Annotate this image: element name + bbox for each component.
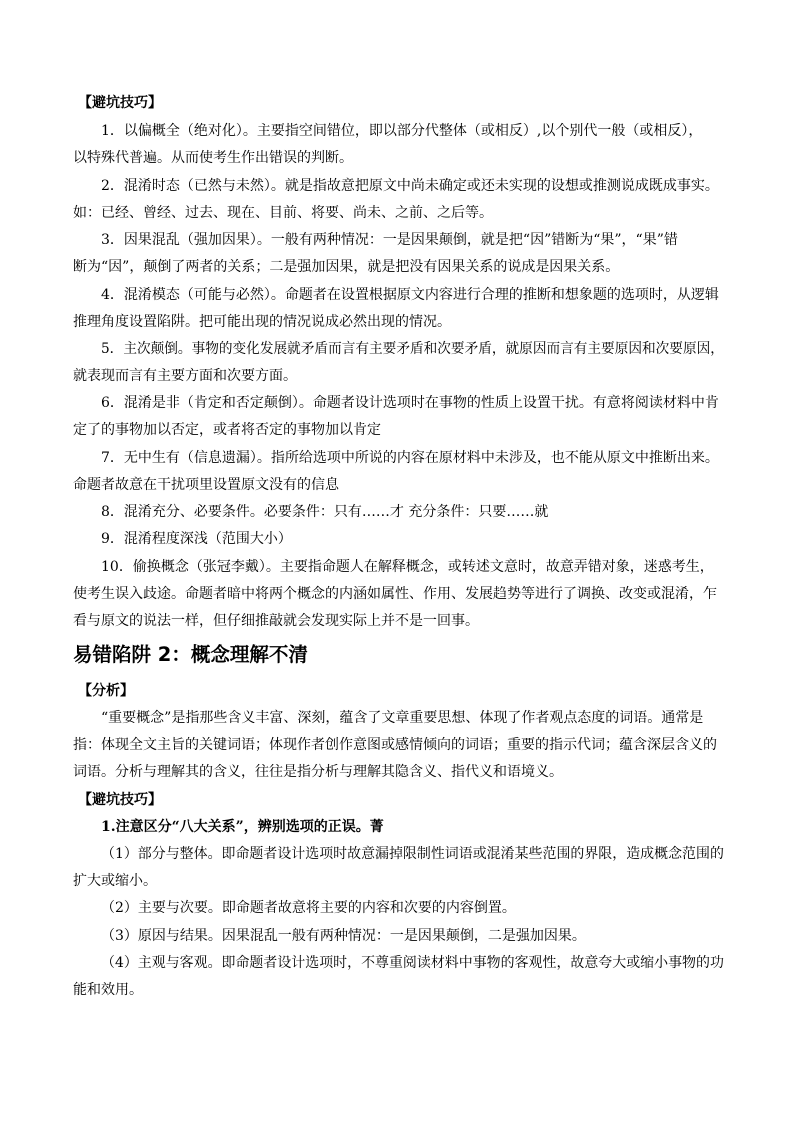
list-item-line: 看与原文的说法一样，但仔细推敲就会发现实际上并不是一回事。 [73,613,479,629]
list-item-line: 扩大或缩小。 [73,873,157,889]
section-label: 【避坑技巧】 [78,792,162,808]
list-item-line: 2．混淆时态（已然与未然）。就是指故意把原文中尚未确定或还未实现的设想或推测说成既成事实。 [101,178,719,194]
list-item-line: 就表现而言有主要方面和次要方面。 [73,368,297,384]
section-heading: 易错陷阱 2：概念理解不清 [73,643,308,666]
list-item-line: （1）部分与整体。即命题者设计选项时故意漏掉限制性词语或混淆某些范围的界限，造成概念范围的 [101,846,724,862]
list-item-line: 断为“因”，颠倒了两者的关系；二是强加因果，就是把没有因果关系的说成是因果关系。 [73,259,620,275]
list-item-line: 定了的事物加以否定，或者将否定的事物加以肯定 [73,422,381,438]
list-item-line: 以特殊代普遍。从而使考生作出错误的判断。 [73,150,353,166]
list-item-line: 如：已经、曾经、过去、现在、目前、将要、尚未、之前、之后等。 [73,205,493,221]
sub-heading: 1.注意区分“八大关系”，辨别选项的正误。菁 [101,819,384,835]
list-item-line: 4．混淆模态（可能与必然）。命题者在设置根据原文内容进行合理的推断和想象题的选项时，从逻辑 [101,287,719,303]
list-item-line: 3．因果混乱（强加因果）。一般有两种情况：一是因果颠倒，就是把“因”错断为“果”，“果”错 [101,232,678,248]
list-item-line: 8．混淆充分、必要条件。必要条件：只有……才 充分条件：只要……就 [101,504,549,520]
paragraph-line: 词语。分析与理解其的含义，往往是指分析与理解其隐含义、指代义和语境义。 [73,764,563,780]
list-item-line: 能和效用。 [73,982,143,998]
list-item-line: 使考生误入歧途。命题者暗中将两个概念的内涵如属性、作用、发展趋势等进行了调换、改变或混淆，乍 [73,586,717,602]
list-item-line: 5．主次颠倒。事物的变化发展就矛盾而言有主要矛盾和次要矛盾，就原因而言有主要原因和次要原因， [101,341,724,357]
list-item-line: 10．偷换概念（张冠李戴）。主要指命题人在解释概念，或转述文意时，故意弄错对象，迷惑考生， [101,559,714,575]
analysis-label: 【分析】 [78,683,134,699]
list-item-line: 1．以偏概全（绝对化）。主要指空间错位，即以部分代整体（或相反）,以个别代一般（或相反）， [101,123,703,139]
list-item-line: 推理角度设置陷阱。把可能出现的情况说成必然出现的情况。 [73,314,451,330]
list-item-line: （2）主要与次要。即命题者故意将主要的内容和次要的内容倒置。 [101,900,516,916]
list-item-line: （4）主观与客观。即命题者设计选项时，不尊重阅读材料中事物的客观性，故意夸大或缩小事物的功 [101,955,724,971]
list-item-line: 6．混淆是非（肯定和否定颠倒）。命题者设计选项时在事物的性质上设置干扰。有意将阅读材料中肯 [101,395,719,411]
list-item-line: 9．混淆程度深浅（范围大小） [101,531,292,547]
list-item-line: （3）原因与结果。因果混乱一般有两种情况：一是因果颠倒，二是强加因果。 [101,928,586,944]
section-label: 【避坑技巧】 [78,95,162,111]
paragraph-line: 指：体现全文主旨的关键词语；体现作者创作意图或感情倾向的词语；重要的指示代词；蕴含深层含义的 [73,737,717,753]
list-item-line: 命题者故意在干扰项里设置原文没有的信息 [73,477,339,493]
paragraph-line: “重要概念”是指那些含义丰富、深刻，蕴含了文章重要思想、体现了作者观点态度的词语。通常是 [101,710,704,726]
list-item-line: 7．无中生有（信息遗漏）。指所给选项中所说的内容在原材料中未涉及，也不能从原文中推断出来。 [101,450,719,466]
